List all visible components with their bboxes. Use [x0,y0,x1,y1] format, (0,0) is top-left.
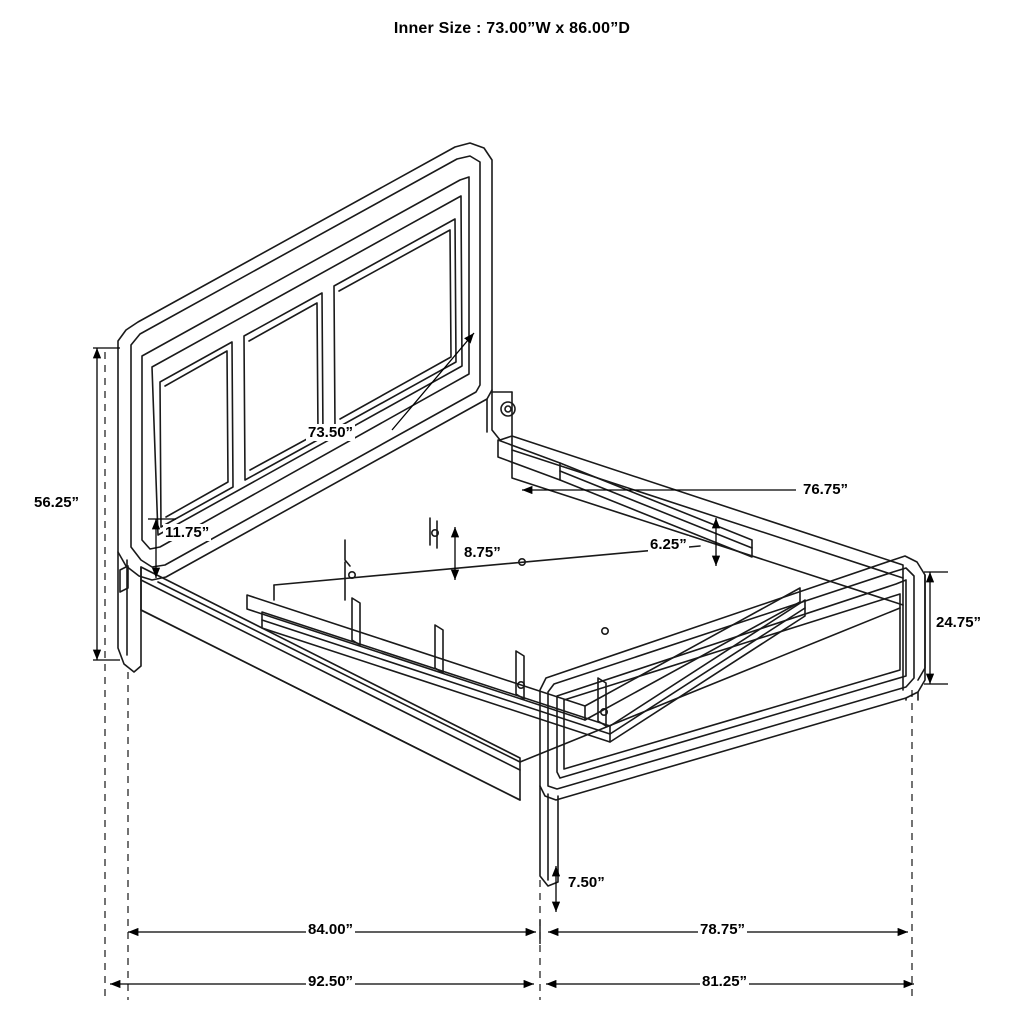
dimension-label-footboard-clearance: 7.50” [568,874,605,891]
dimension-label-outer-width-right: 81.25” [702,973,748,990]
dimension-label-headboard-height: 56.25” [34,494,80,511]
dimension-label-headboard-panel-width: 73.50” [308,424,354,441]
dimension-label-footboard-height: 24.75” [936,614,982,631]
dimension-label-rail-thickness: 6.25” [650,536,687,553]
dimension-label-width-right: 78.75” [700,921,746,938]
dimension-lines [93,333,948,1000]
dimension-label-rail-floor-height: 11.75” [165,524,210,541]
dimension-label-outer-depth-left: 92.50” [308,973,354,990]
page-title: Inner Size : 73.00”W x 86.00”D [393,20,631,37]
dimension-label-depth-left: 84.00” [308,921,354,938]
dimension-label-inner-rail-width: 76.75” [803,481,849,498]
dimension-label-slat-height: 8.75” [464,544,501,561]
bed-illustration [118,143,925,886]
